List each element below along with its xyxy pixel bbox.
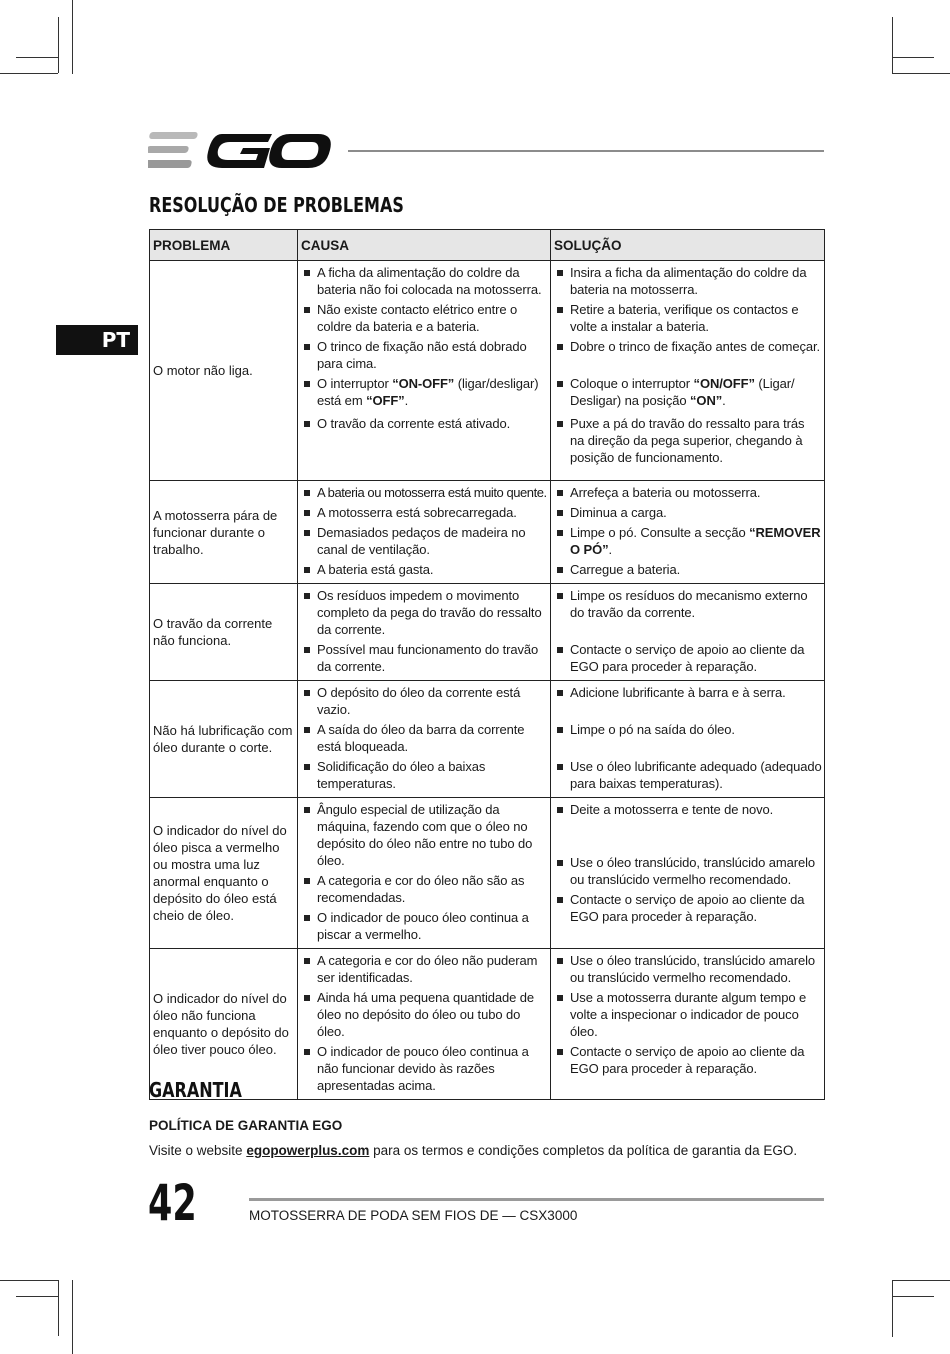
table-row xyxy=(150,481,825,584)
page-number: 42 xyxy=(148,1174,197,1232)
list-item xyxy=(555,338,822,355)
troubleshooting-table xyxy=(149,229,825,1100)
problem-cell: A motosserra pára de funcionar durante o trabalho. xyxy=(150,481,298,584)
cause-text: O depósito do óleo da corrente está vazio. xyxy=(317,685,521,717)
solution-cell xyxy=(551,681,825,798)
bullet-icon xyxy=(304,307,310,313)
bullet-icon xyxy=(304,995,310,1001)
list-item xyxy=(555,1043,822,1077)
solution-text: Adicione lubrificante à barra e à serra. xyxy=(570,685,786,700)
cause-text: A saída do óleo da barra da corrente está bloqueada. xyxy=(317,722,525,754)
cause-text: Demasiados pedaços de madeira no canal de ventilação. xyxy=(317,525,526,557)
footer-rule xyxy=(249,1198,824,1201)
list-item xyxy=(302,952,548,986)
bullet-icon xyxy=(557,764,563,770)
problem-cell: Não há lubrificação com óleo durante o corte. xyxy=(150,681,298,798)
ego-logo xyxy=(148,128,332,174)
bullet-icon xyxy=(557,727,563,733)
list-item xyxy=(555,641,822,675)
solution-text: Insira a ficha da alimentação do coldre da bateria na motosserra. xyxy=(570,265,807,297)
bullet-icon xyxy=(557,421,563,427)
list-item xyxy=(302,801,548,869)
crop-mark xyxy=(58,17,59,73)
list-item xyxy=(302,375,548,409)
cause-text: Os resíduos impedem o movimento completo da pega do travão do ressalto da corrente. xyxy=(317,588,542,637)
bullet-icon xyxy=(557,958,563,964)
bullet-icon xyxy=(557,530,563,536)
cause-text: Possível mau funcionamento do travão da corrente. xyxy=(317,642,539,674)
list-item xyxy=(555,587,822,621)
solution-text: Arrefeça a bateria ou motosserra. xyxy=(570,485,761,500)
crop-mark xyxy=(72,0,73,74)
bullet-icon xyxy=(304,381,310,387)
list-item xyxy=(555,561,822,578)
list-item xyxy=(302,989,548,1040)
solution-text: Limpe o pó. Consulte a secção “REMOVER O PÓ”. xyxy=(570,525,821,557)
bullet-icon xyxy=(557,690,563,696)
list-item xyxy=(302,484,548,501)
bullet-icon xyxy=(304,690,310,696)
list-item xyxy=(555,264,822,298)
warranty-link[interactable]: egopowerplus.com xyxy=(246,1143,370,1158)
bullet-icon xyxy=(557,995,563,1001)
list-item xyxy=(302,587,548,638)
bullet-icon xyxy=(304,270,310,276)
solution-cell xyxy=(551,949,825,1100)
solution-cell xyxy=(551,261,825,481)
bullet-icon xyxy=(557,510,563,516)
cause-cell xyxy=(298,481,551,584)
cause-text: A motosserra está sobrecarregada. xyxy=(317,505,517,520)
solution-text: Use a motosserra durante algum tempo e volte a inspecionar o indicador de pouco óleo. xyxy=(570,990,807,1039)
bullet-icon xyxy=(304,807,310,813)
crop-mark xyxy=(72,1280,73,1354)
solution-text: Contacte o serviço de apoio ao cliente da EGO para proceder à reparação. xyxy=(570,642,805,674)
cause-cell xyxy=(298,681,551,798)
list-item xyxy=(302,1043,548,1094)
bullet-icon xyxy=(304,958,310,964)
solution-text: Contacte o serviço de apoio ao cliente da EGO para proceder à reparação. xyxy=(570,892,805,924)
cause-text: A bateria está gasta. xyxy=(317,562,434,577)
crop-mark xyxy=(58,1280,59,1336)
header-cause: CAUSA xyxy=(298,230,551,261)
list-item xyxy=(302,909,548,943)
table-row xyxy=(150,584,825,681)
table-header-row xyxy=(150,230,825,261)
list-item xyxy=(302,721,548,755)
cause-text: O indicador de pouco óleo continua a piscar a vermelho. xyxy=(317,910,529,942)
solution-text: Contacte o serviço de apoio ao cliente da EGO para proceder à reparação. xyxy=(570,1044,805,1076)
list-item xyxy=(555,801,822,818)
list-item xyxy=(555,375,822,409)
list-item xyxy=(555,952,822,986)
bullet-icon xyxy=(304,510,310,516)
crop-mark xyxy=(892,73,950,74)
cause-text: Não existe contacto elétrico entre o coldre da bateria e a bateria. xyxy=(317,302,518,334)
bullet-icon xyxy=(304,567,310,573)
cause-text: A bateria ou motosserra está muito quente. xyxy=(317,485,547,500)
cause-text: Ainda há uma pequena quantidade de óleo no depósito do óleo ou tubo do óleo. xyxy=(317,990,535,1039)
bullet-icon xyxy=(304,915,310,921)
cause-text: Solidificação do óleo a baixas temperaturas. xyxy=(317,759,486,791)
bullet-icon xyxy=(557,647,563,653)
cause-text: O indicador de pouco óleo continua a não funcionar devido às razões apresentadas acima. xyxy=(317,1044,529,1093)
list-item xyxy=(555,301,822,335)
bullet-icon xyxy=(304,490,310,496)
list-item xyxy=(555,684,822,701)
bullet-icon xyxy=(557,270,563,276)
list-item xyxy=(302,524,548,558)
solution-text: Diminua a carga. xyxy=(570,505,667,520)
cause-cell xyxy=(298,798,551,949)
solution-text: Use o óleo lubrificante adequado (adequado para baixas temperaturas). xyxy=(570,759,822,791)
solution-text: Dobre o trinco de fixação antes de começar. xyxy=(570,339,821,354)
solution-cell xyxy=(551,584,825,681)
crop-mark xyxy=(892,1280,893,1337)
bullet-icon xyxy=(304,878,310,884)
warranty-subtitle: POLÍTICA DE GARANTIA EGO xyxy=(149,1118,343,1133)
list-item xyxy=(302,264,548,298)
list-item xyxy=(302,504,548,521)
bullet-icon xyxy=(304,421,310,427)
bullet-icon xyxy=(304,530,310,536)
list-item xyxy=(555,415,822,466)
bullet-icon xyxy=(304,764,310,770)
crop-mark xyxy=(16,57,58,58)
solution-cell xyxy=(551,798,825,949)
list-item xyxy=(555,524,822,558)
list-item xyxy=(302,338,548,372)
bullet-icon xyxy=(557,307,563,313)
table-row xyxy=(150,798,825,949)
problem-cell: O travão da corrente não funciona. xyxy=(150,584,298,681)
header-rule xyxy=(348,150,824,152)
warranty-text-after: para os termos e condições completos da política de garantia da EGO. xyxy=(369,1143,798,1158)
solution-text: Use o óleo translúcido, translúcido amarelo ou translúcido vermelho recomendado. xyxy=(570,855,815,887)
bullet-icon xyxy=(304,593,310,599)
cause-text: A categoria e cor do óleo não são as recomendadas. xyxy=(317,873,525,905)
crop-mark xyxy=(892,1296,934,1297)
bullet-icon xyxy=(557,344,563,350)
list-item xyxy=(302,301,548,335)
solution-text: Puxe a pá do travão do ressalto para trás na direção da pega superior, chegando à posição de funcionamento. xyxy=(570,416,805,465)
warranty-title: GARANTIA xyxy=(149,1078,242,1102)
solution-text: Coloque o interruptor “ON/OFF” (Ligar/ Desligar) na posição “ON”. xyxy=(570,376,795,408)
cause-text: A categoria e cor do óleo não puderam ser identificadas. xyxy=(317,953,538,985)
solution-text: Limpe os resíduos do mecanismo externo do travão da corrente. xyxy=(570,588,808,620)
header-problem: PROBLEMA xyxy=(150,230,298,261)
crop-mark xyxy=(892,57,934,58)
warranty-text-before: Visite o website xyxy=(149,1143,247,1158)
header-solution: SOLUÇÃO xyxy=(551,230,825,261)
list-item xyxy=(302,758,548,792)
bullet-icon xyxy=(557,1049,563,1055)
warranty-text xyxy=(149,1143,797,1158)
bullet-icon xyxy=(304,344,310,350)
cause-cell xyxy=(298,261,551,481)
footer-product-name: MOTOSSERRA DE PODA SEM FIOS DE — CSX3000 xyxy=(249,1208,578,1223)
bullet-icon xyxy=(304,647,310,653)
crop-mark xyxy=(0,73,58,74)
table-row xyxy=(150,261,825,481)
bullet-icon xyxy=(304,727,310,733)
bullet-icon xyxy=(557,593,563,599)
solution-text: Limpe o pó na saída do óleo. xyxy=(570,722,735,737)
bullet-icon xyxy=(557,567,563,573)
list-item xyxy=(302,561,548,578)
problem-cell: O indicador do nível do óleo não funciona enquanto o depósito do óleo tiver pouco óleo. xyxy=(150,949,298,1100)
bullet-icon xyxy=(557,807,563,813)
crop-mark xyxy=(16,1296,58,1297)
solution-cell xyxy=(551,481,825,584)
language-tab: PT xyxy=(56,325,138,355)
cause-text: O trinco de fixação não está dobrado para cima. xyxy=(317,339,527,371)
list-item xyxy=(555,891,822,925)
list-item xyxy=(555,989,822,1040)
crop-mark xyxy=(0,1280,58,1281)
solution-text: Retire a bateria, verifique os contactos e volte a instalar a bateria. xyxy=(570,302,799,334)
solution-text: Deite a motosserra e tente de novo. xyxy=(570,802,774,817)
list-item xyxy=(302,684,548,718)
list-item xyxy=(555,758,822,792)
problem-cell: O motor não liga. xyxy=(150,261,298,481)
table-row xyxy=(150,681,825,798)
bullet-icon xyxy=(557,381,563,387)
list-item xyxy=(555,484,822,501)
bullet-icon xyxy=(557,490,563,496)
table-row xyxy=(150,949,825,1100)
crop-mark xyxy=(892,1280,950,1281)
cause-text: A ficha da alimentação do coldre da bateria não foi colocada na motosserra. xyxy=(317,265,542,297)
bullet-icon xyxy=(557,897,563,903)
bullet-icon xyxy=(304,1049,310,1055)
cause-cell xyxy=(298,584,551,681)
list-item xyxy=(555,721,822,738)
list-item xyxy=(302,415,548,432)
bullet-icon xyxy=(557,860,563,866)
crop-mark xyxy=(892,17,893,74)
solution-text: Carregue a bateria. xyxy=(570,562,681,577)
list-item xyxy=(302,641,548,675)
list-item xyxy=(302,872,548,906)
troubleshooting-title: RESOLUÇÃO DE PROBLEMAS xyxy=(149,193,404,217)
cause-text: O travão da corrente está ativado. xyxy=(317,416,511,431)
list-item xyxy=(555,504,822,521)
cause-text: O interruptor “ON-OFF” (ligar/desligar) está em “OFF”. xyxy=(317,376,539,408)
cause-text: Ângulo especial de utilização da máquina, fazendo com que o óleo no depósito do óleo não entre no tubo do óleo. xyxy=(317,802,533,868)
cause-cell xyxy=(298,949,551,1100)
solution-text: Use o óleo translúcido, translúcido amarelo ou translúcido vermelho recomendado. xyxy=(570,953,815,985)
list-item xyxy=(555,854,822,888)
problem-cell: O indicador do nível do óleo pisca a vermelho ou mostra uma luz anormal enquanto o depósito do óleo está cheio de óleo. xyxy=(150,798,298,949)
